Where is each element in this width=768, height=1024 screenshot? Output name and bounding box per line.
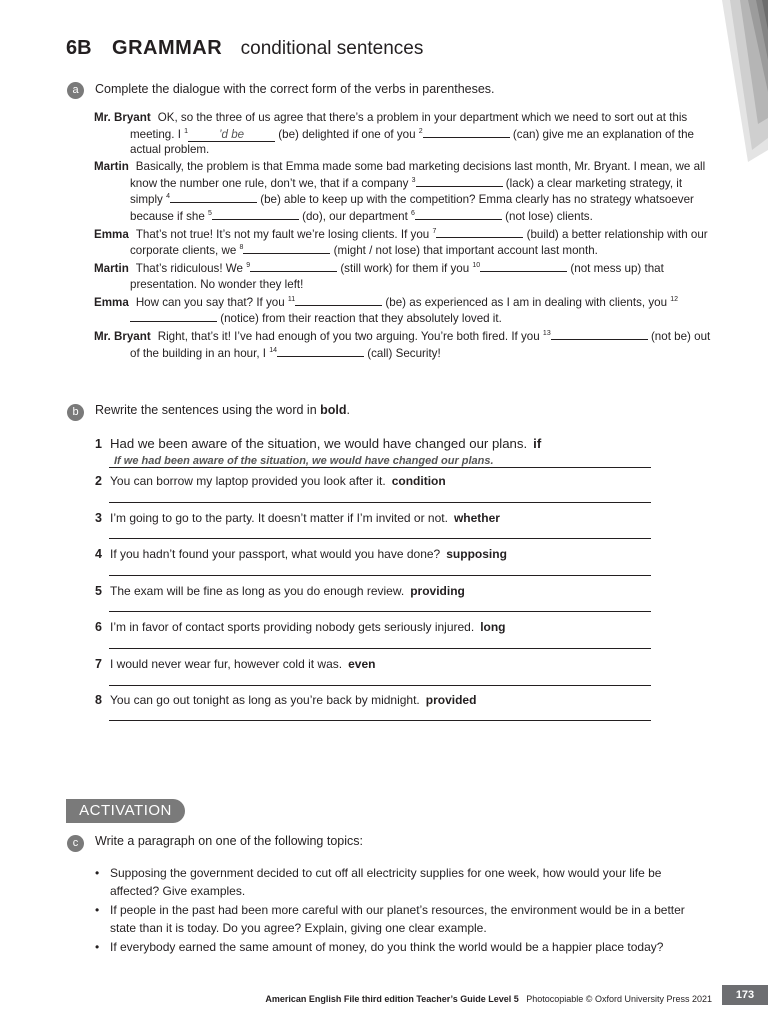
dialogue-text: (call) Security! (364, 346, 441, 360)
gap-number: 11 (287, 295, 296, 303)
speaker-name: Martin (94, 262, 129, 275)
dialogue-text: (still work) for them if you (337, 262, 473, 275)
gap-number: 13 (542, 330, 551, 337)
dialogue-turn (94, 328, 714, 361)
gap-number: 1 (184, 127, 189, 135)
dialogue-turn (94, 110, 714, 158)
item-keyword: condition (391, 474, 446, 488)
gap-number: 14 (269, 346, 278, 354)
answer-gap[interactable] (295, 294, 382, 306)
dialogue-text: How can you say that? If you (135, 295, 288, 309)
corner-decoration (722, 0, 768, 165)
gap-number: 10 (472, 262, 481, 269)
gap-example-answer: ’d be (188, 129, 275, 142)
item-sentence: You can borrow my laptop provided you look after it. (110, 474, 386, 488)
item-number: 4 (95, 547, 102, 561)
item-keyword: even (348, 657, 376, 671)
answer-line[interactable] (109, 467, 651, 468)
item-number: 7 (95, 657, 102, 671)
answer-gap[interactable] (130, 310, 217, 322)
answer-gap[interactable] (415, 208, 502, 220)
dialogue-text: That’s not true! It’s not my fault we’re losing clients. If you (135, 227, 433, 241)
item-number: 1 (95, 437, 102, 451)
rewrite-item (95, 509, 500, 527)
gap-number: 12 (670, 295, 679, 303)
speaker-name: Martin (94, 160, 129, 173)
dialogue-text: (not mess up) that presentation. No wonder they left! (130, 262, 664, 291)
lesson-topic: conditional sentences (240, 38, 424, 59)
dialogue-text: OK, so the three of us agree that there’s a problem in your department which we need to sort out at this meeting. I (130, 111, 688, 141)
dialogue-text: (lack) a clear marketing strategy, it simply (130, 176, 683, 206)
rewrite-item (95, 545, 507, 563)
gap-number: 8 (239, 244, 244, 251)
lesson-code: 6B (66, 37, 92, 59)
dialogue-turn (94, 294, 714, 327)
dialogue-text: Right, that’s it! I’ve had enough of you two arguing. You’re both fired. If you (157, 330, 543, 343)
dialogue-text: (can) give me an explanation of the actual problem. (130, 127, 695, 156)
example-answer: If we had been aware of the situation, we would have changed our plans. (114, 455, 494, 467)
answer-line[interactable] (109, 538, 651, 539)
answer-gap[interactable] (423, 126, 510, 138)
item-keyword: providing (410, 584, 465, 598)
rewrite-item (95, 618, 506, 636)
instruction-text: Rewrite the sentences using the word in (95, 403, 321, 417)
answer-gap[interactable] (277, 345, 364, 357)
dialogue-turn (94, 226, 714, 259)
footer-copyright: Photocopiable © Oxford University Press 2021 (526, 994, 712, 1004)
item-sentence: I’m in favor of contact sports providing nobody gets seriously injured. (110, 620, 475, 634)
topic-item: • If people in the past had been more careful with our planet’s resources, the environment would be in a better state than it is today. Do you agree? Explain, giving one clear example. (95, 901, 710, 937)
item-keyword: long (480, 620, 506, 634)
item-keyword: supposing (446, 547, 507, 561)
answer-line[interactable] (109, 720, 651, 721)
item-number: 6 (95, 620, 102, 634)
gap-number: 7 (432, 227, 437, 235)
gap-number: 6 (411, 209, 415, 217)
dialogue-text: (not lose) clients. (501, 209, 593, 223)
exercise-c-instruction: Write a paragraph on one of the following topics: (95, 834, 363, 848)
topic-list (95, 864, 710, 957)
speaker-name: Emma (94, 295, 129, 309)
topic-item: • Supposing the government decided to cut off all electricity supplies for one week, how would your life be affected? Give examples. (95, 864, 710, 900)
answer-gap[interactable] (250, 260, 337, 272)
speaker-name: Mr. Bryant (94, 330, 151, 343)
exercise-a-instruction: Complete the dialogue with the correct form of the verbs in parentheses. (95, 82, 495, 96)
dialogue-text: (be) as experienced as I am in dealing with clients, you (382, 295, 671, 309)
rewrite-item (95, 655, 375, 673)
dialogue-text: (might / not lose) that important account last month. (330, 244, 598, 257)
dialogue-text: (be) delighted if one of you (275, 127, 419, 141)
item-sentence: The exam will be fine as long as you do enough review. (110, 584, 405, 598)
answer-line[interactable] (109, 685, 651, 686)
answer-gap[interactable] (243, 242, 330, 254)
exercise-a-badge: a (67, 82, 84, 99)
answer-gap[interactable] (551, 328, 648, 340)
rewrite-item (95, 472, 446, 490)
instruction-bold-word: bold (320, 403, 347, 417)
dialogue-text: (notice) from their reaction that they absolutely loved it. (217, 312, 502, 325)
dialogue-text: (build) a better relationship with our corporate clients, we (130, 227, 708, 257)
gap-number: 4 (166, 193, 170, 200)
item-sentence: I’m going to go to the party. It doesn’t matter if I’m invited or not. (110, 511, 448, 525)
item-keyword: if (533, 436, 542, 451)
item-keyword: whether (453, 511, 500, 525)
footer-book-title: American English File third edition Teacher’s Guide Level 5 (265, 994, 519, 1004)
dialogue-text: (not be) out of the building in an hour, I (130, 330, 711, 360)
topic-item: • If everybody earned the same amount of money, do you think the world would be a happier place today? (95, 938, 710, 956)
exercise-b-badge: b (67, 404, 84, 421)
gap-number: 9 (246, 262, 251, 269)
page-title (66, 37, 423, 60)
section-name: GRAMMAR (112, 37, 223, 59)
speaker-name: Emma (94, 227, 129, 241)
rewrite-item (95, 435, 541, 453)
dialogue-text: (be) able to keep up with the competition? Emma clearly has no strategy whatsoever because if she (130, 193, 694, 223)
dialogue-text: (do), our department (298, 209, 412, 223)
item-sentence: I would never wear fur, however cold it was. (110, 657, 343, 671)
exercise-b-instruction (95, 403, 350, 417)
gap-number: 3 (411, 176, 416, 184)
answer-line[interactable] (109, 575, 651, 576)
dialogue-text: Basically, the problem is that Emma made some bad marketing decisions last month, Mr. Bryant. I mean, we all know the number one rule, don’t we, that if a company (130, 160, 706, 190)
answer-line[interactable] (109, 648, 651, 649)
dialogue-turn (94, 159, 714, 224)
item-sentence: If you hadn’t found your passport, what would you have done? (110, 547, 441, 561)
instruction-text: . (346, 403, 350, 417)
item-number: 8 (95, 693, 102, 707)
dialogue-turn (94, 260, 714, 292)
answer-line[interactable] (109, 611, 651, 612)
page-number: 173 (722, 985, 768, 1005)
dialogue (94, 110, 714, 363)
rewrite-item (95, 582, 465, 600)
item-number: 5 (95, 584, 102, 598)
answer-gap[interactable] (212, 208, 299, 220)
answer-gap[interactable] (416, 175, 503, 187)
footer (265, 994, 712, 1004)
item-sentence: You can go out tonight as long as you’re back by midnight. (110, 693, 420, 707)
item-sentence: Had we been aware of the situation, we would have changed our plans. (110, 436, 528, 451)
rewrite-item (95, 691, 476, 709)
gap-number: 2 (418, 127, 423, 135)
item-keyword: provided (425, 693, 477, 707)
item-number: 2 (95, 474, 102, 488)
answer-line[interactable] (109, 502, 651, 503)
exercise-c-badge: c (67, 835, 84, 852)
dialogue-text: That’s ridiculous! We (135, 262, 247, 275)
gap-number: 5 (208, 209, 212, 217)
item-number: 3 (95, 511, 102, 525)
answer-gap[interactable] (480, 260, 567, 272)
speaker-name: Mr. Bryant (94, 111, 151, 124)
answer-gap[interactable] (170, 191, 257, 203)
activation-label: ACTIVATION (66, 799, 185, 823)
answer-gap[interactable] (436, 226, 523, 238)
